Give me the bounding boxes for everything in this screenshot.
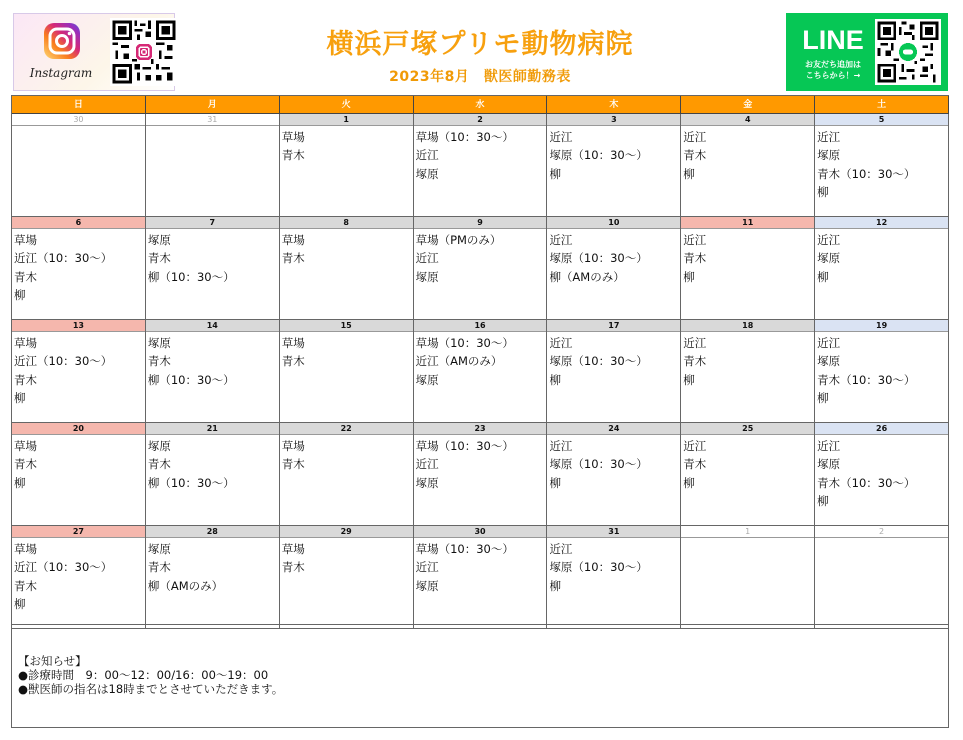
doctor-entry: 草場 <box>281 130 305 144</box>
day-number: 23 <box>414 423 547 435</box>
day-number: 19 <box>815 320 948 332</box>
line-label: LINE <box>802 25 864 55</box>
doctor-entry: 柳 <box>683 372 695 387</box>
day-cell <box>681 526 815 629</box>
doctor-list <box>815 538 948 540</box>
doctor-entry: 柳（10：30～） <box>147 475 235 490</box>
doctor-entry: 草場 <box>281 336 305 350</box>
day-number: 16 <box>414 320 547 332</box>
doctor-list <box>280 538 413 577</box>
doctor-entry: 草場 <box>281 542 305 556</box>
doctor-list <box>146 332 279 389</box>
day-cell <box>12 320 146 423</box>
day-number: 8 <box>280 217 413 229</box>
day-cell <box>547 423 681 526</box>
line-sub-text-2: こちらから！→ <box>805 71 861 80</box>
doctor-entry: 塚原（10：30～） <box>549 251 648 266</box>
doctor-list <box>280 229 413 268</box>
doctor-entry: 柳 <box>683 166 695 181</box>
doctor-entry: 近江 <box>683 336 707 350</box>
weekday-tuesday: 火 <box>280 96 414 114</box>
doctor-list <box>681 435 814 492</box>
doctor-entry: 柳（10：30～） <box>147 372 235 387</box>
doctor-list <box>146 435 279 492</box>
doctor-entry: 柳 <box>14 475 26 490</box>
day-cell <box>12 423 146 526</box>
doctor-entry: 近江 <box>817 439 841 453</box>
doctor-entry: 草場 <box>281 233 305 247</box>
day-cell <box>146 114 280 217</box>
day-number: 29 <box>280 526 413 538</box>
doctor-entry: 塚原 <box>415 475 439 490</box>
doctor-entry: 青木（10：30～） <box>817 372 916 387</box>
day-cell <box>815 423 949 526</box>
doctor-entry: 塚原 <box>147 542 171 556</box>
day-number: 31 <box>146 114 279 126</box>
day-cell <box>146 423 280 526</box>
doctor-list <box>414 435 547 492</box>
doctor-entry: 青木 <box>683 148 707 163</box>
doctor-list <box>815 332 948 408</box>
day-cell <box>280 526 414 629</box>
day-cell <box>146 320 280 423</box>
doctor-entry: 塚原 <box>415 578 439 593</box>
doctor-entry: 柳 <box>683 475 695 490</box>
doctor-list <box>815 126 948 202</box>
day-cell <box>414 114 548 217</box>
day-cell <box>815 526 949 629</box>
doctor-entry: 青木 <box>683 354 707 369</box>
day-number: 30 <box>12 114 145 126</box>
line-add-friend-text <box>788 59 878 81</box>
doctor-entry: 草場（10：30～） <box>415 439 514 453</box>
doctor-list <box>414 126 547 183</box>
doctor-list <box>414 332 547 389</box>
doctor-entry: 近江 <box>415 148 439 163</box>
doctor-list <box>681 538 814 540</box>
notice-nomination: ●獣医師の指名は18時までとさせていただきます。 <box>18 682 284 696</box>
day-cell <box>12 217 146 320</box>
doctor-entry: 柳（10：30～） <box>147 269 235 284</box>
calendar-body <box>12 114 949 629</box>
day-number: 1 <box>280 114 413 126</box>
day-cell <box>146 526 280 629</box>
day-number: 20 <box>12 423 145 435</box>
day-number: 25 <box>681 423 814 435</box>
doctor-list <box>815 435 948 511</box>
doctor-entry: 塚原 <box>817 148 841 163</box>
day-number: 11 <box>681 217 814 229</box>
day-number: 17 <box>547 320 680 332</box>
day-cell <box>815 217 949 320</box>
doctor-list <box>547 229 680 286</box>
day-number: 27 <box>12 526 145 538</box>
doctor-entry: 近江（10：30～） <box>14 251 113 266</box>
day-cell <box>280 320 414 423</box>
doctor-entry: 柳（AMのみ） <box>147 578 224 593</box>
instagram-qr-code[interactable] <box>110 18 178 86</box>
day-number: 10 <box>547 217 680 229</box>
doctor-entry: 青木 <box>281 354 305 369</box>
day-number: 3 <box>547 114 680 126</box>
week-row <box>12 217 949 320</box>
doctor-entry: 近江 <box>549 542 573 556</box>
notice-hours: ●診療時間 9：00～12：00/16：00～19：00 <box>18 668 269 682</box>
day-number: 28 <box>146 526 279 538</box>
doctor-list <box>146 229 279 286</box>
doctor-entry: 近江（AMのみ） <box>415 354 503 369</box>
day-number: 22 <box>280 423 413 435</box>
doctor-entry: 青木 <box>147 354 171 369</box>
doctor-entry: 青木（10：30～） <box>817 475 916 490</box>
doctor-list <box>681 229 814 286</box>
weekday-monday: 月 <box>146 96 280 114</box>
day-number: 2 <box>815 526 948 538</box>
day-cell <box>414 217 548 320</box>
doctor-list <box>12 229 145 305</box>
day-number: 5 <box>815 114 948 126</box>
doctor-entry: 塚原（10：30～） <box>549 457 648 472</box>
doctor-list <box>681 332 814 389</box>
doctor-entry: 草場 <box>14 542 37 556</box>
doctor-entry: 草場（10：30～） <box>415 336 514 350</box>
doctor-entry: 塚原（10：30～） <box>549 560 648 575</box>
instagram-label: Instagram <box>29 66 93 80</box>
day-cell <box>547 114 681 217</box>
doctor-entry: 柳（AMのみ） <box>549 269 625 284</box>
doctor-entry: 近江 <box>415 457 439 472</box>
doctor-entry: 近江 <box>549 233 573 247</box>
doctor-entry: 塚原 <box>415 269 439 284</box>
day-number: 21 <box>146 423 279 435</box>
doctor-list <box>280 435 413 474</box>
schedule-calendar <box>11 95 949 629</box>
day-number: 15 <box>280 320 413 332</box>
doctor-entry: 近江（10：30～） <box>14 560 113 575</box>
doctor-entry: 草場 <box>14 439 37 453</box>
doctor-list <box>280 332 413 371</box>
weekday-header <box>12 96 949 114</box>
doctor-entry: 塚原 <box>817 354 841 369</box>
doctor-entry: 青木（10：30～） <box>817 166 916 181</box>
doctor-entry: 青木 <box>14 372 37 387</box>
doctor-list <box>681 126 814 183</box>
doctor-entry: 近江 <box>817 233 841 247</box>
doctor-entry: 近江 <box>549 439 573 453</box>
day-cell <box>280 114 414 217</box>
doctor-entry: 近江 <box>817 130 841 144</box>
doctor-entry: 柳 <box>14 597 26 612</box>
line-badge[interactable] <box>786 13 948 91</box>
doctor-entry: 近江 <box>683 233 707 247</box>
day-number: 2 <box>414 114 547 126</box>
doctor-entry: 柳 <box>817 269 829 284</box>
doctor-entry: 柳 <box>549 578 561 593</box>
doctor-entry: 近江 <box>415 560 439 575</box>
doctor-list <box>815 229 948 286</box>
doctor-list <box>146 126 279 128</box>
doctor-list <box>547 435 680 492</box>
doctor-list <box>547 126 680 183</box>
doctor-entry: 塚原 <box>147 439 171 453</box>
week-row <box>12 114 949 217</box>
doctor-entry: 近江 <box>415 251 439 266</box>
day-number: 4 <box>681 114 814 126</box>
doctor-entry: 青木 <box>14 457 37 472</box>
doctor-entry: 塚原（10：30～） <box>549 354 648 369</box>
doctor-entry: 青木 <box>281 560 305 575</box>
doctor-entry: 青木 <box>281 457 305 472</box>
doctor-list <box>12 332 145 408</box>
doctor-entry: 柳 <box>549 475 561 490</box>
doctor-entry: 柳 <box>817 494 829 509</box>
day-number: 26 <box>815 423 948 435</box>
day-cell <box>681 217 815 320</box>
day-number: 14 <box>146 320 279 332</box>
doctor-list <box>12 538 145 614</box>
doctor-entry: 柳 <box>549 372 561 387</box>
day-cell <box>280 217 414 320</box>
week-row <box>12 320 949 423</box>
day-cell <box>414 320 548 423</box>
doctor-entry: 草場 <box>14 233 37 247</box>
instagram-badge[interactable] <box>13 13 175 91</box>
doctor-list <box>12 126 145 128</box>
day-number: 24 <box>547 423 680 435</box>
doctor-list <box>414 229 547 286</box>
day-cell <box>12 114 146 217</box>
doctor-entry: 塚原 <box>817 457 841 472</box>
doctor-entry: 青木 <box>147 251 171 266</box>
doctor-entry: 近江 <box>683 130 707 144</box>
day-cell <box>815 320 949 423</box>
doctor-entry: 青木 <box>147 560 171 575</box>
day-cell <box>280 423 414 526</box>
day-number: 7 <box>146 217 279 229</box>
weekday-wednesday: 水 <box>414 96 548 114</box>
doctor-entry: 塚原 <box>147 336 171 350</box>
doctor-entry: 柳 <box>14 391 26 406</box>
doctor-entry: 青木 <box>147 457 171 472</box>
day-number: 9 <box>414 217 547 229</box>
day-cell <box>414 423 548 526</box>
doctor-entry: 近江 <box>683 439 707 453</box>
doctor-entry: 青木 <box>14 578 37 593</box>
doctor-entry: 青木 <box>683 251 707 266</box>
doctor-entry: 草場 <box>14 336 37 350</box>
doctor-list <box>280 126 413 165</box>
day-cell <box>681 423 815 526</box>
doctor-entry: 青木 <box>281 251 305 266</box>
day-cell <box>547 320 681 423</box>
doctor-entry: 草場（10：30～） <box>415 542 514 556</box>
line-qr-code[interactable] <box>875 19 941 85</box>
day-cell <box>12 526 146 629</box>
doctor-entry: 近江 <box>549 336 573 350</box>
day-number: 6 <box>12 217 145 229</box>
weekday-friday: 金 <box>681 96 815 114</box>
day-number: 12 <box>815 217 948 229</box>
doctor-entry: 塚原（10：30～） <box>549 148 648 163</box>
weekday-saturday: 土 <box>815 96 949 114</box>
doctor-entry: 塚原 <box>415 372 439 387</box>
doctor-entry: 青木 <box>281 148 305 163</box>
day-cell <box>547 526 681 629</box>
month-title: 2023年8月 獣医師勤務表 <box>389 69 571 85</box>
doctor-list <box>547 538 680 595</box>
notice-heading: 【お知らせ】 <box>18 654 87 668</box>
doctor-entry: 柳 <box>817 391 829 406</box>
day-cell <box>681 114 815 217</box>
weekday-thursday: 木 <box>547 96 681 114</box>
doctor-entry: 草場 <box>281 439 305 453</box>
day-number: 30 <box>414 526 547 538</box>
doctor-entry: 塚原 <box>147 233 171 247</box>
day-cell <box>414 526 548 629</box>
hospital-title: 横浜戸塚プリモ動物病院 <box>326 29 634 60</box>
doctor-entry: 柳 <box>683 269 695 284</box>
day-number: 18 <box>681 320 814 332</box>
day-cell <box>146 217 280 320</box>
doctor-entry: 近江（10：30～） <box>14 354 113 369</box>
doctor-list <box>547 332 680 389</box>
doctor-list <box>414 538 547 595</box>
doctor-entry: 柳 <box>549 166 561 181</box>
day-number: 1 <box>681 526 814 538</box>
doctor-entry: 塚原 <box>415 166 439 181</box>
doctor-entry: 柳 <box>14 288 26 303</box>
doctor-entry: 青木 <box>14 269 37 284</box>
doctor-entry: 近江 <box>817 336 841 350</box>
day-number: 13 <box>12 320 145 332</box>
doctor-entry: 草場（10：30～） <box>415 130 514 144</box>
line-sub-text-1: お友だち追加は <box>805 60 861 69</box>
doctor-entry: 柳 <box>817 185 829 200</box>
doctor-entry: 青木 <box>683 457 707 472</box>
doctor-entry: 草場（PMのみ） <box>415 233 502 247</box>
doctor-entry: 塚原 <box>817 251 841 266</box>
weekday-sunday: 日 <box>12 96 146 114</box>
week-row <box>12 526 949 629</box>
doctor-entry: 近江 <box>549 130 573 144</box>
day-cell <box>681 320 815 423</box>
week-row <box>12 423 949 526</box>
day-cell <box>815 114 949 217</box>
doctor-list <box>12 435 145 492</box>
notice-box <box>11 624 949 728</box>
doctor-list <box>146 538 279 595</box>
day-cell <box>547 217 681 320</box>
day-number: 31 <box>547 526 680 538</box>
